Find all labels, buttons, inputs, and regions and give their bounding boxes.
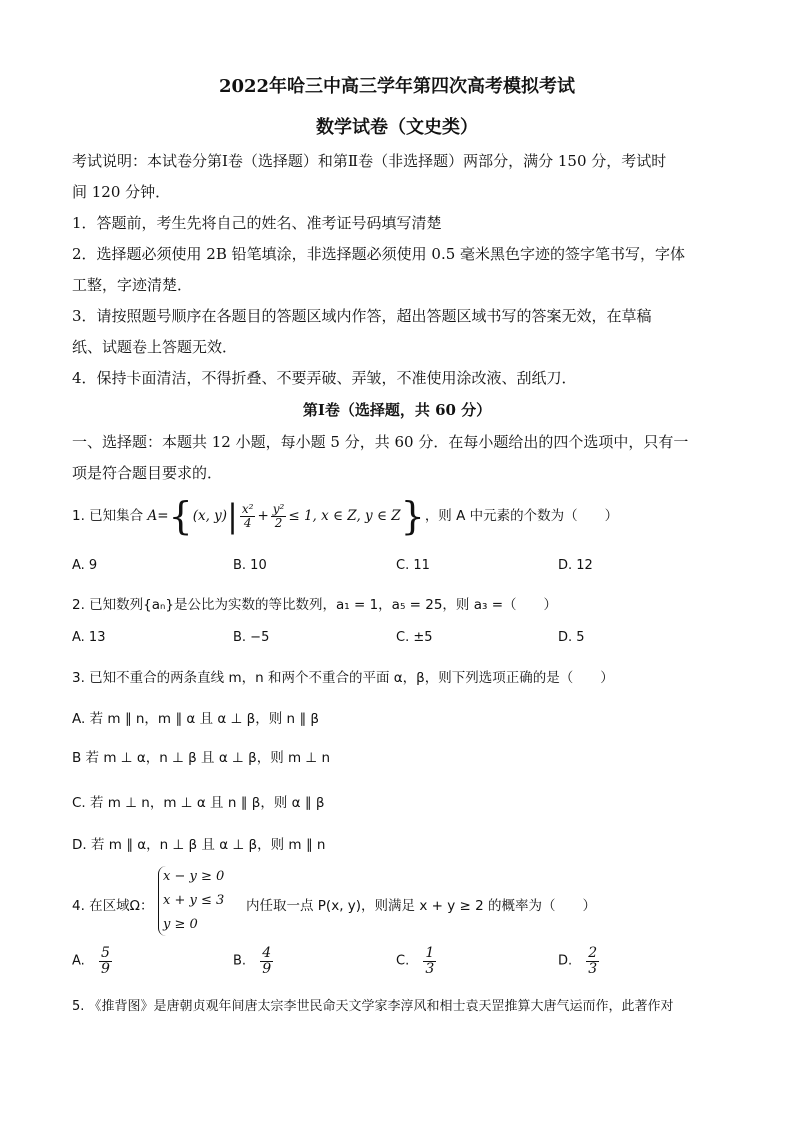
q4-inequality-3: y ≥ 0 — [163, 917, 198, 932]
q2-option-b: B. −5 — [233, 630, 270, 645]
q1-condition: ≤ 1, x ∈ Z, y ∈ Z — [288, 508, 401, 524]
q4-option-c: C. $\frac{1}{3}$ — [396, 945, 435, 977]
q4-inequality-2: x + y ≤ 3 — [163, 893, 225, 908]
q1-option-b: B. 10 — [233, 558, 267, 573]
q3-option-c: C. 若 m ⊥ n，m ⊥ α 且 n ∥ β，则 α ∥ β — [72, 795, 325, 811]
q4-option-d: D. $\frac{2}{3}$ — [558, 945, 598, 977]
section-intro-1: 一、选择题：本题共 12 小题，每小题 5 分，共 60 分．在每小题给出的四个选项中，只有一 — [72, 433, 689, 451]
q3-option-a: A. 若 m ∥ n，m ∥ α 且 α ⊥ β，则 n ∥ β — [72, 711, 320, 727]
q4-inequality-1: x − y ≥ 0 — [163, 869, 225, 884]
q3-option-d: D. 若 m ∥ α，n ⊥ β 且 α ⊥ β，则 m ∥ n — [72, 837, 326, 853]
instruction-item-3a: 3．请按照题号顺序在各题目的答题区域内作答，超出答题区域书写的答案无效，在草稿 — [72, 307, 652, 325]
q2-option-d: D. 5 — [558, 630, 585, 645]
instructions-line-2: 间 120 分钟． — [72, 183, 171, 201]
instruction-item-1: 1．答题前，考生先将自己的姓名、准考证号码填写清楚 — [72, 214, 442, 232]
section-heading: 第Ⅰ卷（选择题，共 60 分） — [302, 401, 492, 419]
question-3: 3. 已知不重合的两条直线 m，n 和两个不重合的平面 α，β，则下列选项正确的是（ ） — [72, 670, 614, 686]
q1-set-var: A — [147, 508, 158, 524]
q4-inequality-system — [163, 865, 224, 937]
question-1: 1. 已知集合 A={(x, y)| $\frac{\text{x²}}{4}$ + $\frac{\text{y²}}{2}$ ≤ 1, x ∈ Z, y ∈ Z}，则 A 中元素的个数为（ ） — [72, 494, 619, 538]
instruction-item-2a: 2．选择题必须使用 2B 铅笔填涂，非选择题必须使用 0.5 毫米黑色字迹的签字笔书写，字体 — [72, 245, 686, 263]
q1-prefix: 1. 已知集合 — [72, 508, 144, 524]
q1-den-2: 2 — [274, 515, 283, 530]
instruction-item-4: 4．保持卡面清洁，不得折叠、不要弄破、弄皱，不准使用涂改液、刮纸刀． — [72, 369, 577, 387]
q1-option-d: D. 12 — [558, 558, 593, 573]
q2-option-a: A. 13 — [72, 630, 106, 645]
exam-subtitle: 数学试卷（文史类） — [316, 117, 478, 138]
exam-title: 2022年哈三中高三学年第四次高考模拟考试 — [218, 76, 576, 97]
q1-option-a: A. 9 — [72, 558, 98, 573]
q2-option-c: C. ±5 — [396, 630, 433, 645]
instruction-item-3b: 纸、试题卷上答题无效． — [72, 338, 238, 356]
question-5: 5. 《推背图》是唐朝贞观年间唐太宗李世民命天文学家李淳风和相士袁天罡推算大唐气运而作，此著作对 — [72, 999, 674, 1014]
q4-prefix: 4. 在区域Ω： — [72, 898, 154, 914]
question-2: 2. 已知数列{aₙ}是公比为实数的等比数列，a₁ = 1，a₅ = 25，则 a₃ =（ ） — [72, 597, 558, 613]
q1-suffix: ，则 A 中元素的个数为（ ） — [424, 508, 619, 524]
section-intro-2: 项是符合题目要求的． — [72, 464, 223, 482]
q1-num-2: y² — [272, 501, 285, 516]
instructions-line-1: 考试说明：本试卷分第Ⅰ卷（选择题）和第Ⅱ卷（非选择题）两部分，满分 150 分，考试时 — [72, 152, 667, 170]
q4-option-b: B. $\frac{4}{9}$ — [233, 945, 272, 977]
q1-num-1: x² — [241, 501, 254, 516]
instruction-item-2b: 工整，字迹清楚． — [72, 276, 193, 294]
q1-den-1: 4 — [243, 515, 252, 530]
q4-option-a: A. $\frac{5}{9}$ — [72, 945, 110, 977]
q1-pair: (x, y) — [192, 508, 228, 524]
q1-option-c: C. 11 — [396, 558, 430, 573]
q4-suffix: 内任取一点 P(x, y)，则满足 x + y ≥ 2 的概率为（ ） — [246, 898, 596, 914]
q3-option-b: B 若 m ⊥ α，n ⊥ β 且 α ⊥ β，则 m ⊥ n — [72, 750, 331, 766]
